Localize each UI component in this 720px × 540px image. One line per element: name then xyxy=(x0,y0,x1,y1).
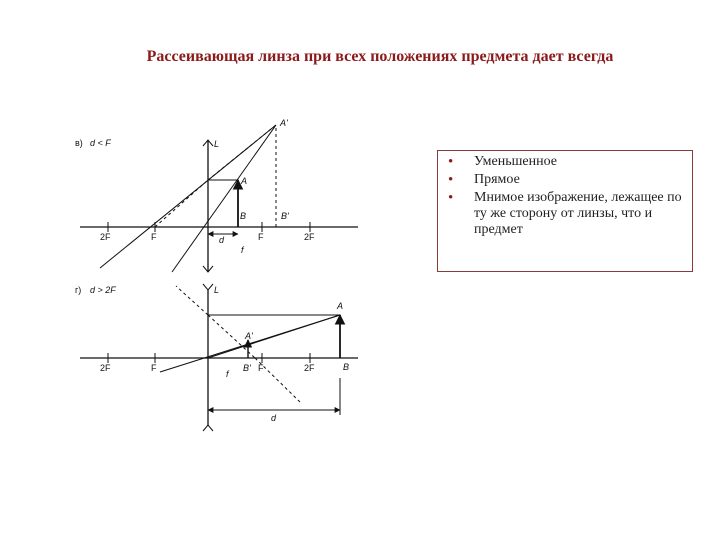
object-top-label-top: A xyxy=(241,176,248,186)
diagram-bottom-labels xyxy=(75,285,349,423)
property-item: • Прямое xyxy=(446,172,688,188)
properties-list xyxy=(446,154,688,238)
distance-d-bottom: d xyxy=(271,413,277,423)
slide-title: Рассеивающая линза при всех положениях предмета дает всегда xyxy=(146,48,614,65)
case-label-bottom: г) xyxy=(75,285,82,295)
object-top-label-bottom: A xyxy=(337,301,344,311)
image-top-label-bottom: A' xyxy=(245,331,253,341)
lens-label-bottom: L xyxy=(214,285,220,295)
object-base-label-bottom: B xyxy=(343,362,350,372)
image-top-label-top: A' xyxy=(280,118,288,128)
distance-f-bottom: f xyxy=(226,369,229,379)
axis-label-bottom-3: 2F xyxy=(304,363,315,373)
axis-label-top-1: F xyxy=(151,232,157,242)
image-base-label-bottom: B' xyxy=(243,363,251,373)
property-item: • Мнимое изображение, лежащее по ту же сторону от линзы, что и предмет xyxy=(446,190,688,238)
lens-label-top: L xyxy=(214,139,220,149)
diagram-bottom xyxy=(80,284,358,431)
axis-label-bottom-1: F xyxy=(151,363,157,373)
axis-label-bottom-0: 2F xyxy=(100,363,111,373)
condition-top: d < F xyxy=(90,138,111,148)
diagram-top-labels xyxy=(75,118,315,255)
axis-label-bottom-2: F xyxy=(258,363,264,373)
properties-box xyxy=(437,150,693,272)
property-item: • Уменьшенное xyxy=(446,154,688,170)
distance-d-top: d xyxy=(219,235,225,245)
axis-label-top-0: 2F xyxy=(100,232,111,242)
axis-label-top-3: 2F xyxy=(304,232,315,242)
axis-label-top-2: F xyxy=(258,232,264,242)
case-label-top: в) xyxy=(75,138,83,148)
condition-bottom: d > 2F xyxy=(90,285,116,295)
image-base-label-top: B' xyxy=(281,211,289,221)
distance-f-top: f xyxy=(241,245,244,255)
object-base-label-top: B xyxy=(240,211,247,221)
